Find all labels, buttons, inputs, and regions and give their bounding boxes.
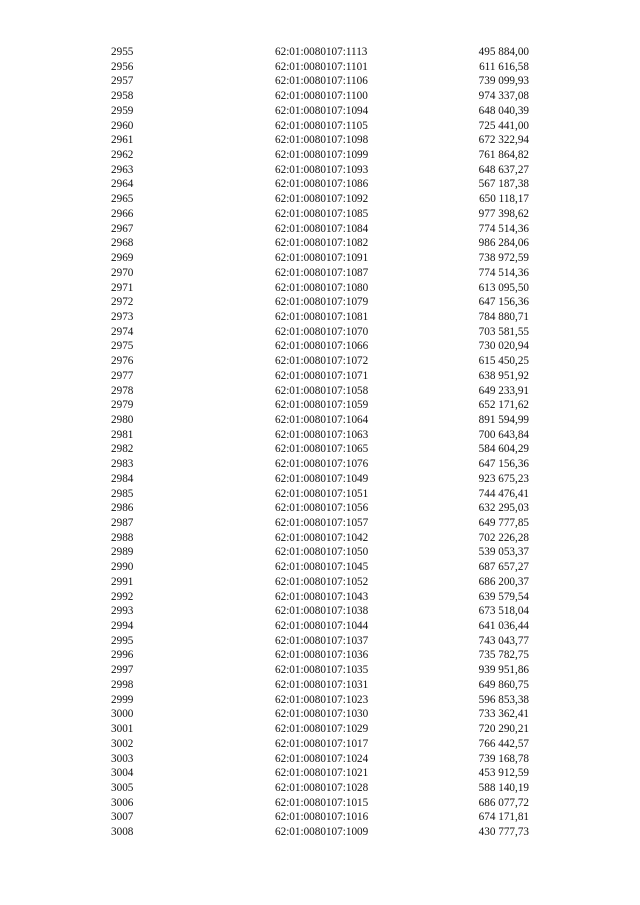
- table-row: [111, 163, 531, 178]
- row-number: 2965: [111, 193, 134, 206]
- cadastral-value: 739 099,93: [478, 75, 529, 88]
- table-row: [111, 825, 531, 840]
- table-row: [111, 104, 531, 119]
- row-number: 2961: [111, 134, 134, 147]
- row-number: 3008: [111, 826, 134, 839]
- cadastral-number: 62:01:0080107:1091: [275, 252, 369, 265]
- cadastral-number: 62:01:0080107:1049: [275, 472, 369, 485]
- table-row: [111, 545, 531, 560]
- cadastral-value: 738 972,59: [478, 252, 529, 265]
- cadastral-value: 567 187,38: [478, 178, 529, 191]
- row-number: 2992: [111, 590, 134, 603]
- cadastral-value: 649 233,91: [478, 384, 529, 397]
- row-number: 2967: [111, 222, 134, 235]
- cadastral-value: 687 657,27: [478, 561, 529, 574]
- cadastral-number: 62:01:0080107:1009: [275, 826, 369, 839]
- table-row: [111, 310, 531, 325]
- cadastral-value: 495 884,00: [478, 46, 529, 58]
- cadastral-value: 702 226,28: [478, 531, 529, 544]
- cadastral-number: 62:01:0080107:1071: [275, 369, 369, 382]
- cadastral-number: 62:01:0080107:1023: [275, 693, 369, 706]
- cadastral-value: 584 604,29: [478, 443, 529, 456]
- table-row: [111, 207, 531, 222]
- cadastral-number: 62:01:0080107:1057: [275, 517, 369, 529]
- cadastral-value: 703 581,55: [478, 325, 529, 338]
- cadastral-number: 62:01:0080107:1058: [275, 384, 369, 397]
- cadastral-number: 62:01:0080107:1113: [275, 46, 368, 58]
- row-number: 3003: [111, 752, 134, 765]
- row-number: 2974: [111, 325, 134, 338]
- table-row: [111, 590, 531, 605]
- cadastral-number: 62:01:0080107:1035: [275, 664, 369, 677]
- row-number: 3006: [111, 796, 134, 809]
- row-number: 3001: [111, 723, 134, 736]
- table-row: [111, 619, 531, 634]
- row-number: 2976: [111, 355, 134, 368]
- table-row: [111, 369, 531, 384]
- cadastral-value: 733 362,41: [478, 708, 529, 721]
- table-row: [111, 60, 531, 75]
- row-number: 2988: [111, 531, 134, 544]
- row-number: 2979: [111, 399, 134, 412]
- cadastral-number: 62:01:0080107:1059: [275, 399, 369, 412]
- row-number: 2981: [111, 428, 134, 441]
- cadastral-value: 744 476,41: [478, 487, 529, 500]
- table-row: [111, 472, 531, 487]
- row-number: 2955: [111, 46, 134, 58]
- cadastral-value: 974 337,08: [478, 90, 529, 103]
- cadastral-value: 639 579,54: [478, 590, 529, 603]
- cadastral-value: 648 637,27: [478, 163, 529, 176]
- row-number: 3002: [111, 737, 134, 750]
- cadastral-number: 62:01:0080107:1087: [275, 266, 369, 279]
- cadastral-number: 62:01:0080107:1065: [275, 443, 369, 456]
- row-number: 2997: [111, 664, 134, 677]
- cadastral-number: 62:01:0080107:1052: [275, 575, 369, 588]
- row-number: 2958: [111, 90, 134, 103]
- table-row: [111, 192, 531, 207]
- table-row: [111, 222, 531, 237]
- table-row: [111, 325, 531, 340]
- row-number: 2957: [111, 75, 134, 88]
- row-number: 2964: [111, 178, 134, 191]
- cadastral-value: 613 095,50: [478, 281, 529, 294]
- table-row: [111, 648, 531, 663]
- cadastral-value: 672 322,94: [478, 134, 529, 147]
- row-number: 2999: [111, 693, 134, 706]
- row-number: 2998: [111, 678, 134, 691]
- cadastral-number: 62:01:0080107:1050: [275, 546, 369, 559]
- row-number: 2984: [111, 472, 134, 485]
- cadastral-number: 62:01:0080107:1031: [275, 678, 369, 691]
- table-row: [111, 604, 531, 619]
- row-number: 2970: [111, 266, 134, 279]
- table-row: [111, 133, 531, 148]
- cadastral-value: 923 675,23: [478, 472, 529, 485]
- table-row: [111, 339, 531, 354]
- cadastral-number: 62:01:0080107:1079: [275, 296, 369, 309]
- row-number: 2962: [111, 149, 134, 162]
- table-row: [111, 693, 531, 708]
- table-row: [111, 752, 531, 767]
- cadastral-value: 743 043,77: [478, 634, 529, 647]
- cadastral-number: 62:01:0080107:1063: [275, 428, 369, 441]
- row-number: 2975: [111, 340, 134, 353]
- cadastral-number: 62:01:0080107:1028: [275, 781, 369, 794]
- row-number: 3005: [111, 781, 134, 794]
- row-number: 2968: [111, 237, 134, 250]
- row-number: 2956: [111, 60, 134, 73]
- row-number: 2993: [111, 605, 134, 618]
- table-row: [111, 737, 531, 752]
- cadastral-value: 641 036,44: [478, 620, 529, 633]
- cadastral-value: 650 118,17: [479, 193, 529, 206]
- cadastral-number: 62:01:0080107:1072: [275, 355, 369, 368]
- row-number: 2991: [111, 575, 134, 588]
- row-number: 2973: [111, 310, 134, 323]
- cadastral-value: 638 951,92: [478, 369, 529, 382]
- table-row: [111, 781, 531, 796]
- table-row: [111, 413, 531, 428]
- table-row: [111, 560, 531, 575]
- cadastral-value: 725 441,00: [478, 119, 529, 132]
- table-row: [111, 442, 531, 457]
- table-row: [111, 119, 531, 134]
- cadastral-value: 686 077,72: [478, 796, 529, 809]
- cadastral-value: 774 514,36: [478, 266, 529, 279]
- table-row: [111, 516, 531, 531]
- cadastral-value: 761 864,82: [478, 149, 529, 162]
- table-row: [111, 766, 531, 781]
- table-row: [111, 266, 531, 281]
- row-number: 3007: [111, 811, 134, 824]
- row-number: 2996: [111, 649, 134, 662]
- cadastral-value: 647 156,36: [478, 458, 529, 471]
- table-row: [111, 236, 531, 251]
- table-row: [111, 501, 531, 516]
- cadastral-number: 62:01:0080107:1024: [275, 752, 369, 765]
- cadastral-number: 62:01:0080107:1030: [275, 708, 369, 721]
- row-number: 2966: [111, 207, 134, 220]
- cadastral-number: 62:01:0080107:1016: [275, 811, 369, 824]
- row-number: 3004: [111, 767, 134, 780]
- row-number: 2990: [111, 561, 134, 574]
- cadastral-number: 62:01:0080107:1066: [275, 340, 369, 353]
- cadastral-value: 430 777,73: [478, 826, 529, 839]
- cadastral-number: 62:01:0080107:1105: [275, 119, 368, 132]
- table-row: [111, 663, 531, 678]
- cadastral-value: 588 140,19: [478, 781, 529, 794]
- cadastral-number: 62:01:0080107:1092: [275, 193, 369, 206]
- cadastral-value: 632 295,03: [478, 502, 529, 515]
- table-row: [111, 281, 531, 296]
- table-row: [111, 457, 531, 472]
- table-row: [111, 810, 531, 825]
- table-row: [111, 634, 531, 649]
- cadastral-number: 62:01:0080107:1080: [275, 281, 369, 294]
- cadastral-value: 766 442,57: [478, 737, 529, 750]
- cadastral-value: 615 450,25: [478, 355, 529, 368]
- cadastral-number: 62:01:0080107:1015: [275, 796, 369, 809]
- table-row: [111, 74, 531, 89]
- table-row: [111, 428, 531, 443]
- cadastral-value: 674 171,81: [478, 811, 529, 824]
- row-number: 2982: [111, 443, 134, 456]
- cadastral-number: 62:01:0080107:1070: [275, 325, 369, 338]
- cadastral-value: 891 594,99: [478, 413, 529, 426]
- table-row: [111, 45, 531, 60]
- cadastral-number: 62:01:0080107:1042: [275, 531, 369, 544]
- cadastral-value: 673 518,04: [478, 605, 529, 618]
- cadastral-number: 62:01:0080107:1100: [275, 90, 368, 103]
- cadastral-number: 62:01:0080107:1098: [275, 134, 369, 147]
- row-number: 2986: [111, 502, 134, 515]
- cadastral-value: 539 053,37: [478, 546, 529, 559]
- table-row: [111, 707, 531, 722]
- row-number: 2960: [111, 119, 134, 132]
- cadastral-value-table: [111, 45, 531, 840]
- cadastral-number: 62:01:0080107:1045: [275, 561, 369, 574]
- row-number: 2963: [111, 163, 134, 176]
- table-row: [111, 148, 531, 163]
- table-row: [111, 295, 531, 310]
- table-row: [111, 531, 531, 546]
- cadastral-number: 62:01:0080107:1064: [275, 413, 369, 426]
- cadastral-number: 62:01:0080107:1106: [275, 75, 368, 88]
- cadastral-value: 735 782,75: [478, 649, 529, 662]
- row-number: 2977: [111, 369, 134, 382]
- row-number: 2959: [111, 104, 134, 117]
- row-number: 2969: [111, 252, 134, 265]
- row-number: 2989: [111, 546, 134, 559]
- table-row: [111, 251, 531, 266]
- table-row: [111, 487, 531, 502]
- cadastral-value: 649 777,85: [478, 517, 529, 529]
- row-number: 2994: [111, 620, 134, 633]
- cadastral-value: 648 040,39: [478, 104, 529, 117]
- cadastral-value: 596 853,38: [478, 693, 529, 706]
- cadastral-number: 62:01:0080107:1084: [275, 222, 369, 235]
- table-row: [111, 722, 531, 737]
- table-row: [111, 678, 531, 693]
- cadastral-number: 62:01:0080107:1037: [275, 634, 369, 647]
- cadastral-number: 62:01:0080107:1051: [275, 487, 369, 500]
- cadastral-number: 62:01:0080107:1056: [275, 502, 369, 515]
- cadastral-number: 62:01:0080107:1082: [275, 237, 369, 250]
- table-row: [111, 354, 531, 369]
- table-row: [111, 398, 531, 413]
- cadastral-value: 977 398,62: [478, 207, 529, 220]
- cadastral-value: 686 200,37: [478, 575, 529, 588]
- row-number: 2980: [111, 413, 134, 426]
- table-row: [111, 177, 531, 192]
- table-row: [111, 796, 531, 811]
- cadastral-number: 62:01:0080107:1036: [275, 649, 369, 662]
- cadastral-value: 649 860,75: [478, 678, 529, 691]
- cadastral-value: 784 880,71: [478, 310, 529, 323]
- cadastral-value: 739 168,78: [478, 752, 529, 765]
- cadastral-value: 647 156,36: [478, 296, 529, 309]
- cadastral-value: 611 616,58: [479, 60, 529, 73]
- cadastral-number: 62:01:0080107:1101: [275, 60, 368, 73]
- cadastral-number: 62:01:0080107:1076: [275, 458, 369, 471]
- cadastral-value: 730 020,94: [478, 340, 529, 353]
- cadastral-number: 62:01:0080107:1086: [275, 178, 369, 191]
- row-number: 2971: [111, 281, 134, 294]
- table-row: [111, 89, 531, 104]
- cadastral-number: 62:01:0080107:1093: [275, 163, 369, 176]
- cadastral-number: 62:01:0080107:1085: [275, 207, 369, 220]
- row-number: 2978: [111, 384, 134, 397]
- table-row: [111, 384, 531, 399]
- cadastral-value: 652 171,62: [478, 399, 529, 412]
- cadastral-number: 62:01:0080107:1029: [275, 723, 369, 736]
- row-number: 3000: [111, 708, 134, 721]
- cadastral-number: 62:01:0080107:1094: [275, 104, 369, 117]
- cadastral-number: 62:01:0080107:1081: [275, 310, 369, 323]
- row-number: 2985: [111, 487, 134, 500]
- cadastral-number: 62:01:0080107:1099: [275, 149, 369, 162]
- cadastral-value: 720 290,21: [478, 723, 529, 736]
- cadastral-number: 62:01:0080107:1021: [275, 767, 369, 780]
- cadastral-number: 62:01:0080107:1043: [275, 590, 369, 603]
- row-number: 2987: [111, 517, 134, 529]
- cadastral-number: 62:01:0080107:1038: [275, 605, 369, 618]
- cadastral-value: 986 284,06: [478, 237, 529, 250]
- cadastral-number: 62:01:0080107:1017: [275, 737, 369, 750]
- cadastral-value: 453 912,59: [478, 767, 529, 780]
- cadastral-value: 700 643,84: [478, 428, 529, 441]
- cadastral-value: 939 951,86: [478, 664, 529, 677]
- row-number: 2995: [111, 634, 134, 647]
- cadastral-number: 62:01:0080107:1044: [275, 620, 369, 633]
- row-number: 2983: [111, 458, 134, 471]
- table-row: [111, 575, 531, 590]
- row-number: 2972: [111, 296, 134, 309]
- cadastral-value: 774 514,36: [478, 222, 529, 235]
